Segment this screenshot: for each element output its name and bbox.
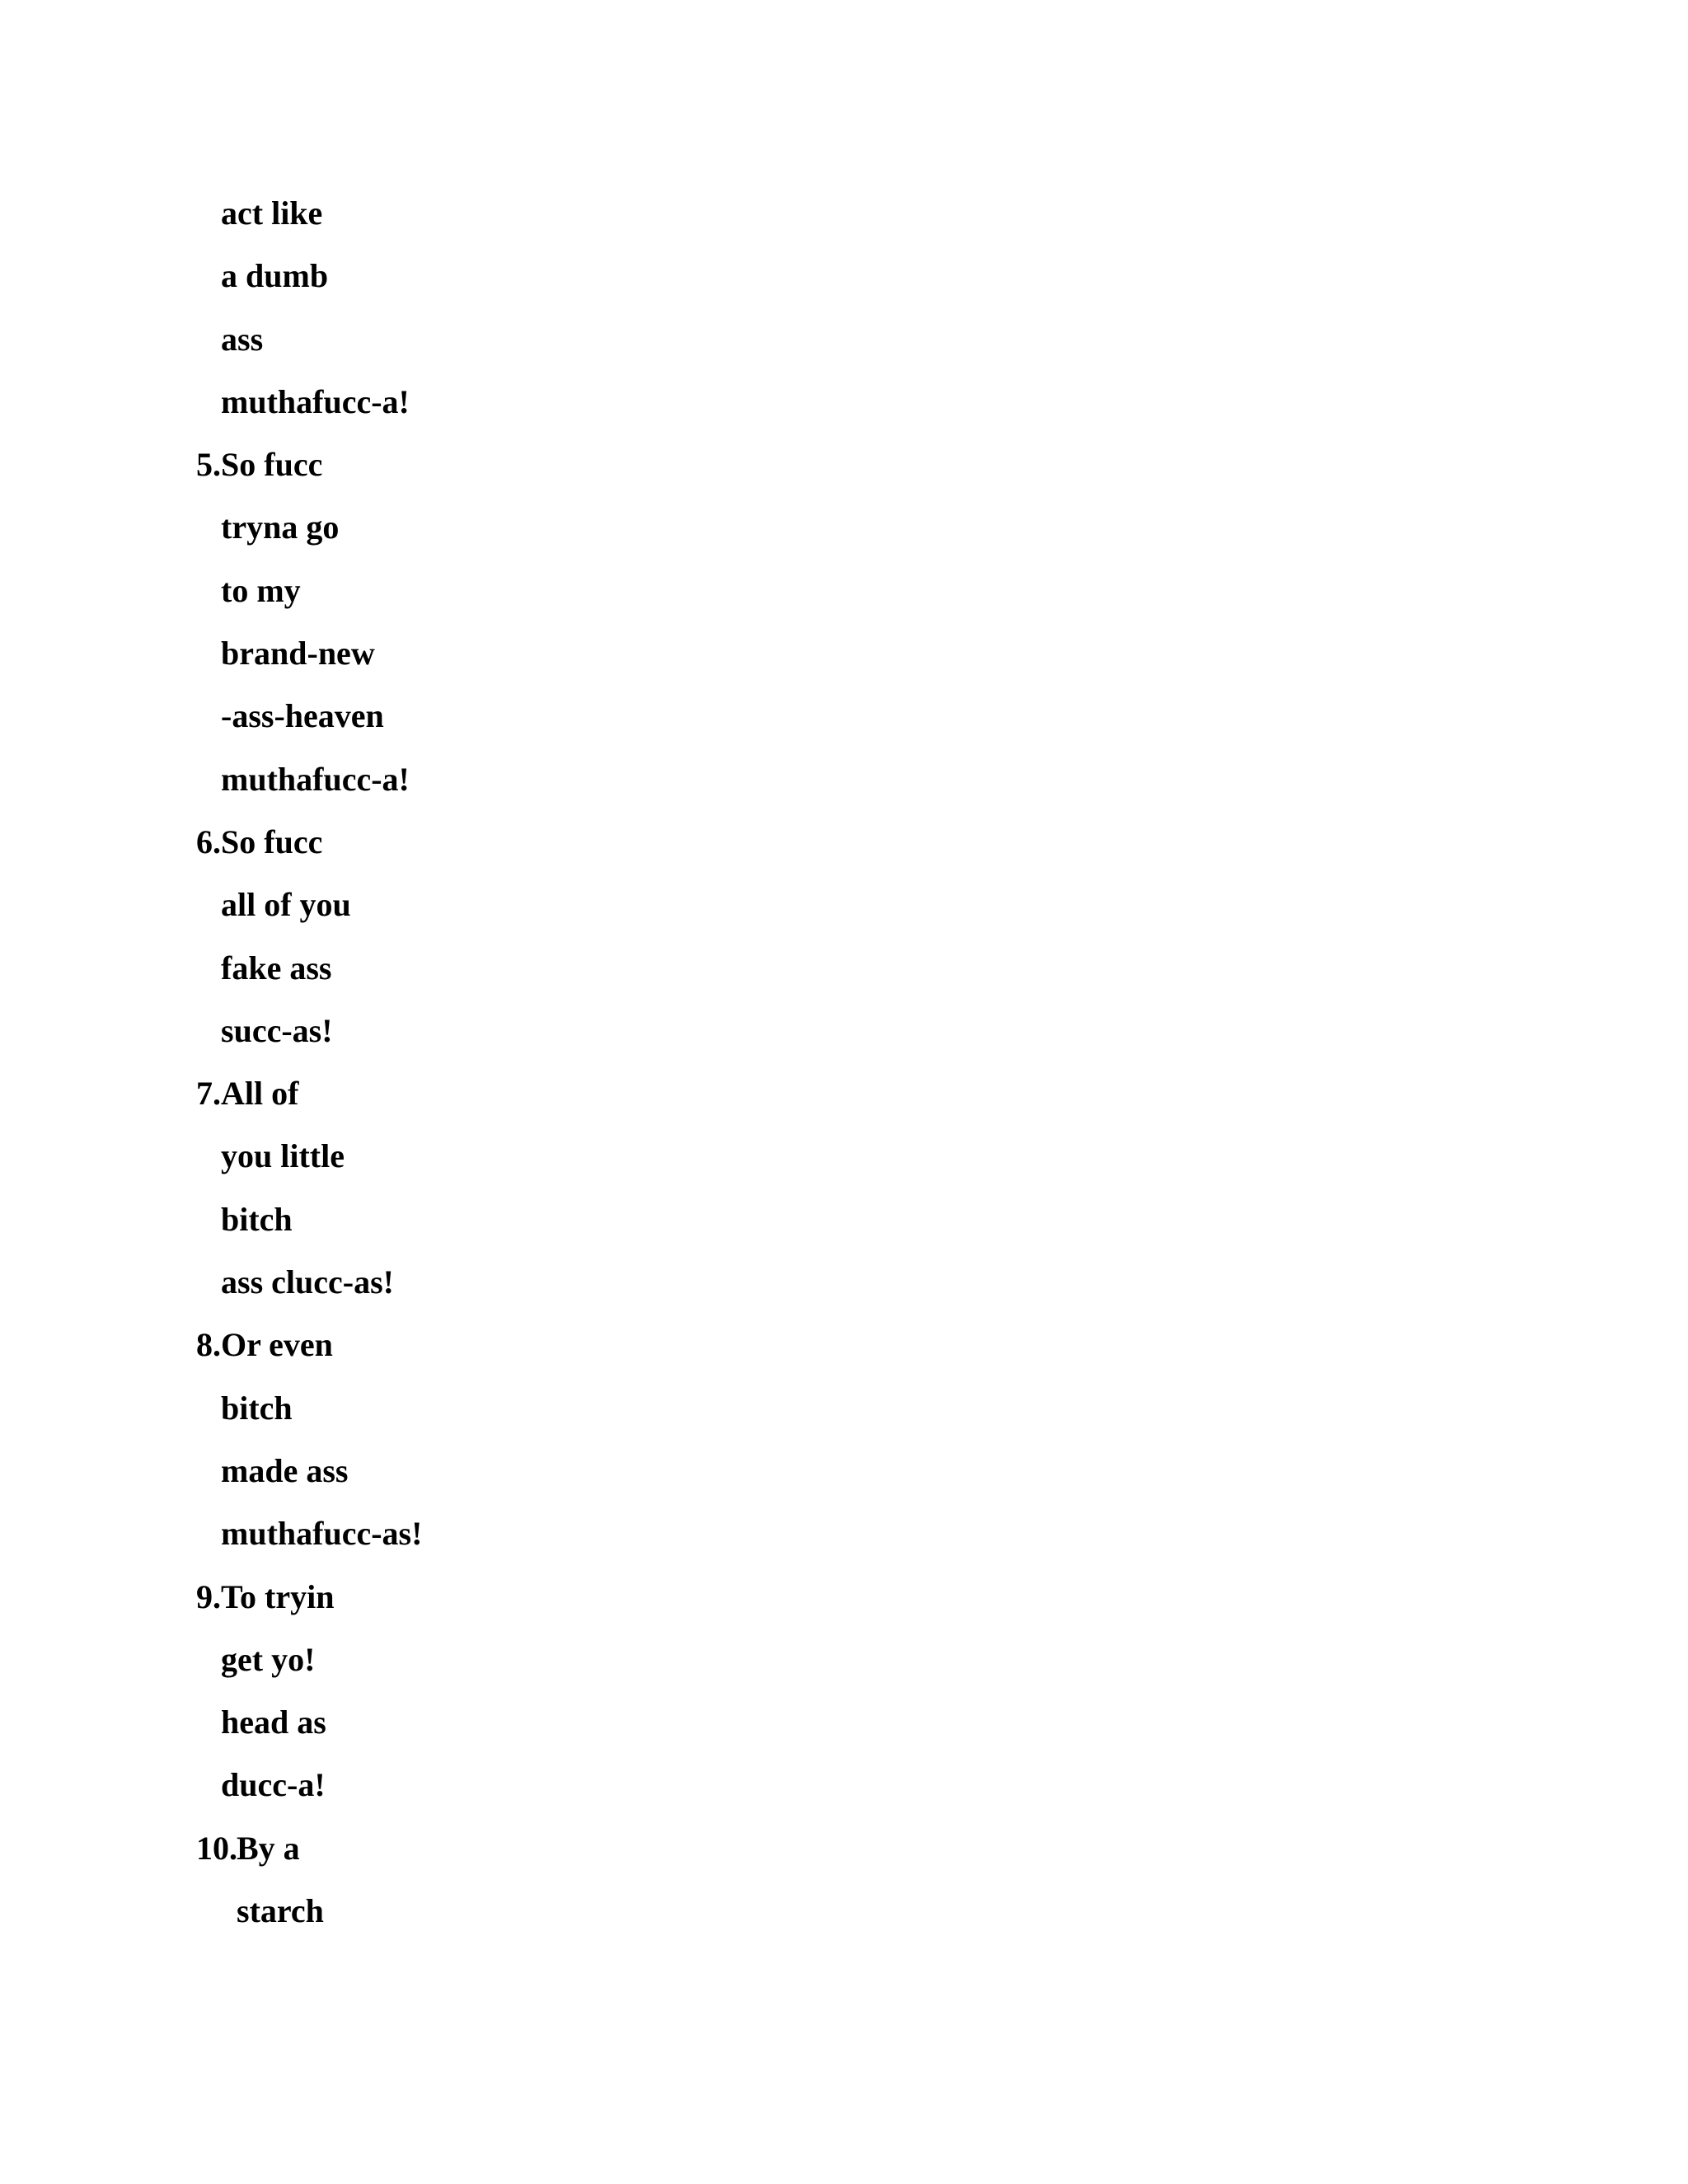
poem-line [196, 1704, 1432, 1766]
line-text: Or even [221, 1326, 333, 1364]
line-text: tryna go [221, 509, 340, 546]
line-text: to my [221, 571, 301, 609]
poem-line [196, 1263, 1432, 1326]
line-text: ass [221, 320, 264, 358]
poem-line [196, 321, 1432, 383]
line-text: By a [237, 1829, 300, 1867]
poem-line [196, 509, 1432, 571]
poem-line [196, 1515, 1432, 1577]
line-number: 9. [196, 1577, 221, 1615]
poem-line [196, 194, 1432, 257]
poem-line [196, 1830, 1432, 1892]
poem-line [196, 1390, 1432, 1452]
line-text: fake ass [221, 949, 332, 987]
line-text: So fucc [221, 446, 323, 484]
poem-line [196, 1201, 1432, 1263]
line-number: 7. [196, 1075, 221, 1113]
line-text: brand-new [221, 635, 375, 673]
poem-line [196, 1641, 1432, 1704]
poem-line [196, 1326, 1432, 1389]
line-text: get yo! [221, 1640, 316, 1678]
poem-line [196, 1766, 1432, 1829]
line-text: all of you [221, 886, 351, 924]
poem-line [196, 886, 1432, 949]
line-text: starch [237, 1892, 324, 1930]
line-text: ass clucc-as! [221, 1263, 394, 1301]
poem-line [196, 572, 1432, 635]
line-text: a dumb [221, 257, 329, 295]
poem-line [196, 257, 1432, 320]
line-text: head as [221, 1704, 326, 1741]
poem-line [196, 697, 1432, 760]
line-text: To tryin [221, 1577, 335, 1615]
poem-line [196, 823, 1432, 886]
poem-line [196, 1452, 1432, 1515]
line-text: bitch [221, 1389, 293, 1427]
poem-line [196, 383, 1432, 446]
line-text: So fucc [221, 823, 323, 860]
line-number: 10. [196, 1829, 237, 1867]
line-text: ducc-a! [221, 1766, 326, 1804]
poem-line [196, 1578, 1432, 1641]
line-text: -ass-heaven [221, 697, 384, 735]
line-number: 5. [196, 446, 221, 484]
poem-line [196, 1137, 1432, 1200]
line-text: bitch [221, 1200, 293, 1238]
line-text: muthafucc-a! [221, 760, 410, 798]
line-text: muthafucc-a! [221, 382, 410, 420]
line-text: you little [221, 1137, 345, 1175]
poem-line [196, 761, 1432, 823]
line-text: made ass [221, 1451, 349, 1489]
poem-line [196, 1012, 1432, 1075]
line-number: 6. [196, 823, 221, 860]
poem-line [196, 949, 1432, 1012]
line-text: muthafucc-as! [221, 1515, 423, 1553]
poem-line [196, 446, 1432, 509]
line-text: All of [221, 1075, 299, 1113]
poem-line [196, 1075, 1432, 1137]
poem-text-block [196, 194, 1432, 1955]
line-text: act like [221, 194, 323, 232]
poem-line [196, 635, 1432, 697]
line-number: 8. [196, 1326, 221, 1364]
line-text: succ-as! [221, 1011, 333, 1049]
poem-line [196, 1892, 1432, 1955]
